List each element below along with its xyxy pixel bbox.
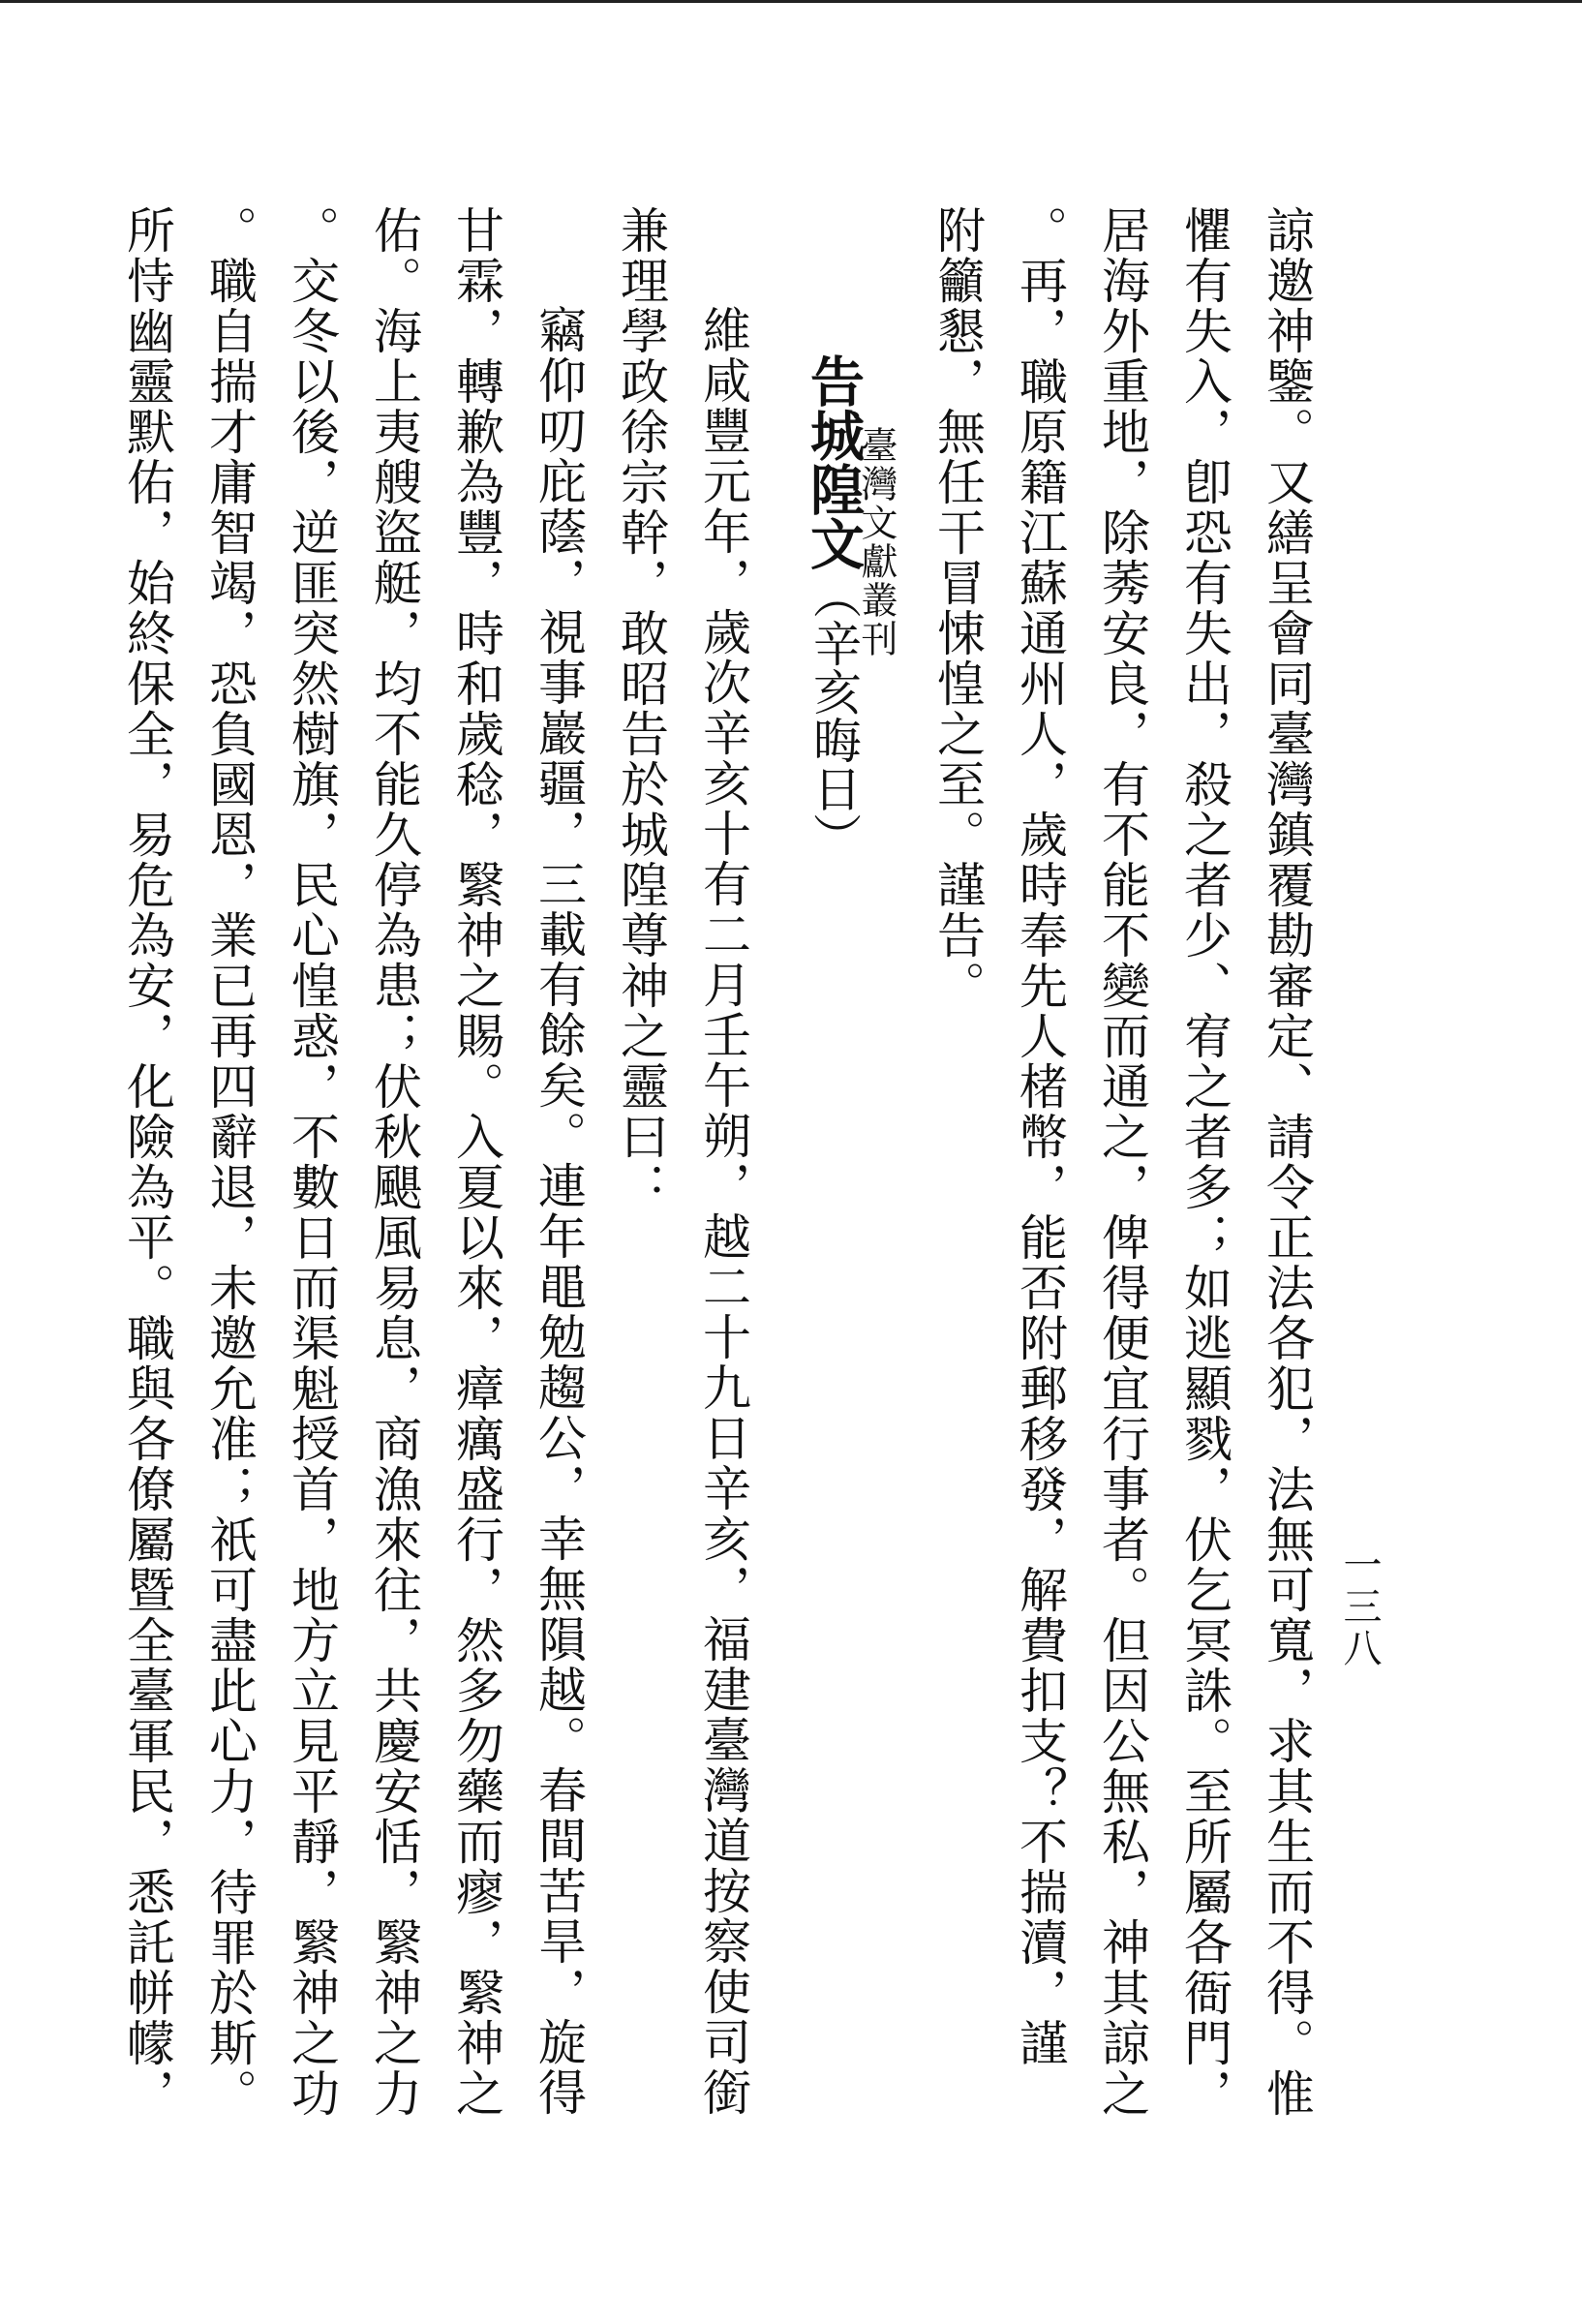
text-column-main-3: 竊仰叨庇蔭，視事巖疆，三載有餘矣。連年黽勉趨公，幸無隕越。春間苦旱，旋得 — [531, 305, 587, 2118]
section-heading — [802, 353, 866, 861]
text-column-prev-5: 附籲懇，無任干冒悚惶之至。謹告。 — [929, 205, 986, 1011]
text-column-main-7: 。職自揣才庸智竭，恐負國恩，業已再四辭退，未邀允准；祇可盡此心力，待罪於斯。 — [201, 205, 258, 2119]
text-column-main-5: 佑。海上夷艘盜艇，均不能久停為患；伏秋颶風易息，商漁來往，共慶安恬，繄神之力 — [366, 205, 422, 2119]
text-column-prev-4: 。再，職原籍江蘇通州人，歲時奉先人楮幣，能否附郵移發，解費扣支？不揣瀆，謹 — [1012, 205, 1068, 2068]
text-column-main-2: 兼理學政徐宗幹，敢昭告於城隍尊神之靈曰： — [613, 205, 669, 1212]
text-column-main-4: 甘霖，轉歉為豐，時和歲稔，繄神之賜。入夏以來，瘴癘盛行，然多勿藥而瘳，繄神之 — [448, 205, 504, 2119]
running-header-title: 臺灣文獻叢刊 — [855, 426, 897, 658]
text-column-main-8: 所恃幽靈默佑，始終保全，易危為安，化險為平。職與各僚屬暨全臺軍民，悉託帡幪， — [119, 205, 175, 2119]
text-column-prev-2: 懼有失入，卽恐有失出，殺之者少、宥之者多；如逃顯戮，伏乞冥誅。至所屬各衙門， — [1176, 205, 1232, 2119]
text-column-prev-3: 居海外重地，除莠安良，有不能不變而通之，俾得便宜行事者。但因公無私，神其諒之 — [1094, 205, 1150, 2119]
text-column-main-1: 維咸豐元年，歲次辛亥十有二月壬午朔，越二十九日辛亥，福建臺灣道按察使司銜 — [695, 305, 751, 2118]
section-subtitle: （辛亥晦日） — [806, 570, 862, 861]
page-number: 一三八 — [1337, 1544, 1382, 1669]
section-title: 告城隍文 — [802, 353, 866, 570]
text-column-prev-1: 諒邀神鑒。又繕呈會同臺灣鎮覆勘審定、請令正法各犯，法無可寬，求其生而不得。惟 — [1259, 205, 1315, 2119]
top-border-rule — [0, 0, 1582, 3]
text-column-main-6: 。交冬以後，逆匪突然樹旗，民心惶惑，不數日而渠魁授首，地方立見平靜，繄神之功 — [284, 205, 340, 2119]
